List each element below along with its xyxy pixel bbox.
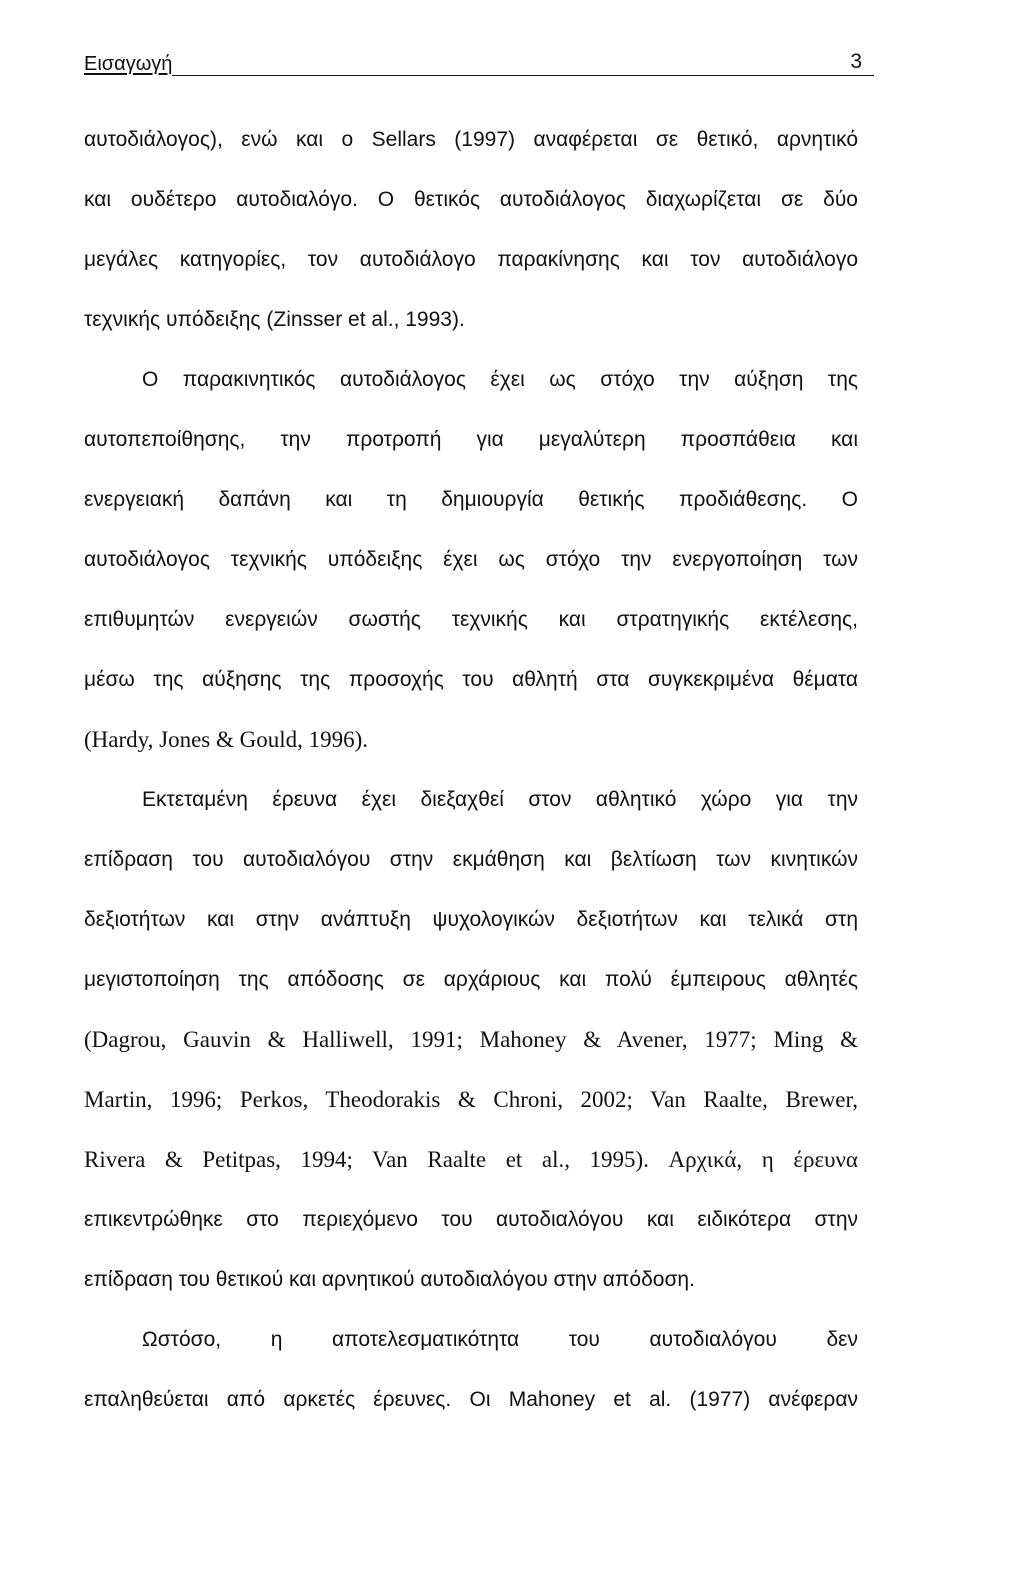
text-line: Rivera & Petitpas, 1994; Van Raalte et al., 1995). Αρχικά, η έρευνα bbox=[84, 1147, 858, 1172]
running-header bbox=[84, 50, 864, 84]
text-line: Ωστόσο, η αποτελεσματικότητα του αυτοδιαλόγου δεν bbox=[142, 1328, 858, 1351]
section-title: Εισαγωγή bbox=[84, 53, 173, 75]
text-line: επαληθεύεται από αρκετές έρευνες. Οι Mahoney et al. (1977) ανέφεραν bbox=[84, 1388, 858, 1411]
text-line: (Dagrou, Gauvin & Halliwell, 1991; Mahoney & Avener, 1977; Ming & bbox=[84, 1027, 858, 1052]
text-line: αυτοπεποίθησης, την προτροπή για μεγαλύτερη προσπάθεια και bbox=[84, 428, 858, 451]
text-line: ενεργειακή δαπάνη και τη δημιουργία θετικής προδιάθεσης. Ο bbox=[84, 488, 858, 511]
text-line: επίδραση του θετικού και αρνητικού αυτοδιαλόγου στην απόδοση. bbox=[84, 1268, 695, 1291]
header-rule bbox=[172, 75, 874, 76]
text-line: Ο παρακινητικός αυτοδιάλογος έχει ως στόχο την αύξηση της bbox=[142, 368, 858, 391]
text-line: επικεντρώθηκε στο περιεχόμενο του αυτοδιαλόγου και ειδικότερα στην bbox=[84, 1208, 858, 1231]
body-text bbox=[84, 120, 858, 1440]
page-number: 3 bbox=[850, 50, 862, 73]
text-line: επίδραση του αυτοδιαλόγου στην εκμάθηση και βελτίωση των κινητικών bbox=[84, 848, 858, 871]
text-line: αυτοδιάλογος), ενώ και ο Sellars (1997) αναφέρεται σε θετικό, αρνητικό bbox=[84, 128, 858, 151]
text-line: μεγιστοποίηση της απόδοσης σε αρχάριους και πολύ έμπειρους αθλητές bbox=[84, 968, 858, 991]
text-line: μέσω της αύξησης της προσοχής του αθλητή στα συγκεκριμένα θέματα bbox=[84, 668, 858, 691]
text-line: δεξιοτήτων και στην ανάπτυξη ψυχολογικών δεξιοτήτων και τελικά στη bbox=[84, 908, 858, 931]
text-line: μεγάλες κατηγορίες, τον αυτοδιάλογο παρακίνησης και τον αυτοδιάλογο bbox=[84, 248, 858, 271]
text-line: επιθυμητών ενεργειών σωστής τεχνικής και στρατηγικής εκτέλεσης, bbox=[84, 608, 858, 631]
text-line: αυτοδιάλογος τεχνικής υπόδειξης έχει ως στόχο την ενεργοποίηση των bbox=[84, 548, 858, 571]
text-line: Εκτεταμένη έρευνα έχει διεξαχθεί στον αθλητικό χώρο για την bbox=[142, 788, 858, 811]
text-line: (Hardy, Jones & Gould, 1996). bbox=[84, 727, 369, 752]
text-line: τεχνικής υπόδειξης (Zinsser et al., 1993). bbox=[84, 308, 465, 331]
text-line: και ουδέτερο αυτοδιαλόγο. Ο θετικός αυτοδιάλογος διαχωρίζεται σε δύο bbox=[84, 188, 858, 211]
text-line: Martin, 1996; Perkos, Theodorakis & Chroni, 2002; Van Raalte, Brewer, bbox=[84, 1087, 858, 1112]
